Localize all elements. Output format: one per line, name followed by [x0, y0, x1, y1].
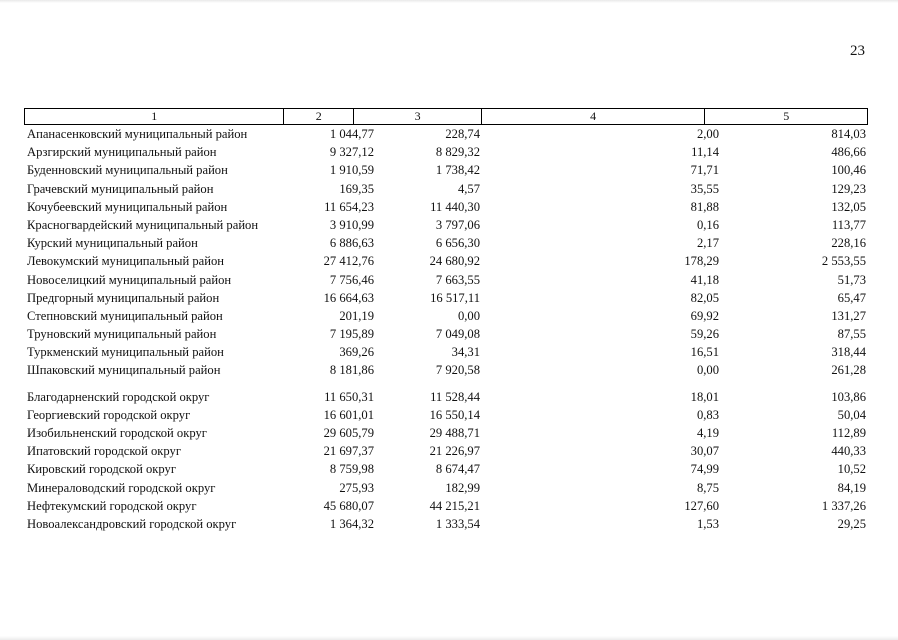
district-name-cell: Георгиевский городской округ — [27, 407, 191, 422]
column-header-1: 1 — [25, 109, 284, 124]
value-cell-col3: 44 215,21 — [429, 498, 480, 513]
district-name-cell: Степновский муниципальный район — [27, 308, 223, 323]
district-name-cell: Туркменский муниципальный район — [27, 345, 224, 360]
value-cell-col5: 50,04 — [837, 407, 866, 422]
table-row — [24, 497, 868, 515]
value-cell-col5: 103,86 — [831, 389, 866, 404]
value-cell-col4: 35,55 — [690, 181, 719, 196]
column-header-4: 4 — [482, 109, 705, 124]
value-cell-col5: 29,25 — [837, 516, 866, 531]
value-cell-col5: 132,05 — [831, 199, 866, 214]
table-row — [24, 180, 868, 198]
value-cell-col4: 30,07 — [690, 444, 719, 459]
value-cell-col3: 8 829,32 — [435, 145, 480, 160]
value-cell-col3: 8 674,47 — [435, 462, 480, 477]
value-cell-col4: 1,53 — [696, 516, 719, 531]
value-cell-col2: 45 680,07 — [323, 498, 374, 513]
table-row — [24, 460, 868, 478]
value-cell-col4: 178,29 — [684, 254, 719, 269]
value-cell-col3: 16 550,14 — [429, 407, 480, 422]
value-cell-col4: 2,00 — [696, 127, 719, 141]
column-header-3: 3 — [354, 109, 482, 124]
value-cell-col3: 228,74 — [445, 127, 480, 141]
value-cell-col5: 131,27 — [831, 308, 866, 323]
district-name-cell: Левокумский муниципальный район — [27, 254, 225, 269]
value-cell-col3: 34,31 — [451, 345, 480, 360]
value-cell-col4: 0,83 — [696, 407, 719, 422]
value-cell-col2: 1 044,77 — [329, 127, 374, 141]
page-number — [850, 43, 865, 60]
value-cell-col3: 1 333,54 — [435, 516, 480, 531]
value-cell-col2: 9 327,12 — [329, 145, 374, 160]
value-cell-col2: 8 759,98 — [329, 462, 374, 477]
value-cell-col4: 0,16 — [696, 217, 719, 232]
table-row — [24, 406, 868, 424]
district-name-cell: Изобильненский городской округ — [27, 426, 207, 440]
district-name-cell: Буденновский муниципальный район — [27, 163, 228, 178]
value-cell-col2: 201,19 — [339, 308, 374, 323]
district-name-cell: Кочубеевский муниципальный район — [27, 199, 228, 214]
value-cell-col2: 369,26 — [339, 345, 374, 360]
value-cell-col4: 41,18 — [690, 272, 719, 287]
table-row — [24, 325, 868, 343]
district-name-cell: Апанасенковский муниципальный район — [27, 127, 248, 141]
scan-edge-bottom — [0, 636, 898, 640]
district-name-cell: Шпаковский муниципальный район — [27, 363, 221, 378]
value-cell-col4: 16,51 — [690, 345, 719, 360]
district-name-cell: Новоселицкий муниципальный район — [27, 272, 232, 287]
value-cell-col4: 11,14 — [691, 145, 719, 160]
value-cell-col2: 29 605,79 — [323, 426, 374, 440]
value-cell-col3: 11 440,30 — [430, 199, 480, 214]
district-name-cell: Арзгирский муниципальный район — [27, 145, 217, 160]
value-cell-col4: 59,26 — [690, 327, 719, 342]
value-cell-col5: 65,47 — [837, 290, 866, 305]
value-cell-col3: 1 738,42 — [435, 163, 480, 178]
value-cell-col2: 275,93 — [339, 480, 374, 495]
value-cell-col2: 8 181,86 — [329, 363, 374, 378]
value-cell-col4: 74,99 — [690, 462, 719, 477]
value-cell-col5: 228,16 — [831, 236, 866, 251]
district-name-cell: Ипатовский городской округ — [27, 444, 181, 459]
value-cell-col4: 18,01 — [690, 389, 719, 404]
value-cell-col5: 318,44 — [831, 345, 866, 360]
table-row — [24, 361, 868, 379]
table-row — [24, 343, 868, 361]
table-row — [24, 252, 868, 270]
value-cell-col3: 6 656,30 — [435, 236, 480, 251]
table-row — [24, 289, 868, 307]
value-cell-col5: 440,33 — [831, 444, 866, 459]
column-header-2: 2 — [284, 109, 354, 124]
value-cell-col3: 21 226,97 — [429, 444, 480, 459]
value-cell-col2: 21 697,37 — [323, 444, 374, 459]
value-cell-col4: 4,19 — [696, 426, 719, 440]
value-cell-col4: 69,92 — [690, 308, 719, 323]
value-cell-col2: 27 412,76 — [323, 254, 374, 269]
value-cell-col4: 71,71 — [690, 163, 719, 178]
value-cell-col5: 51,73 — [837, 272, 866, 287]
value-cell-col3: 7 049,08 — [435, 327, 480, 342]
district-name-cell: Минераловодский городской округ — [27, 480, 216, 495]
column-header-5: 5 — [783, 109, 790, 123]
value-cell-col4: 127,60 — [684, 498, 719, 513]
district-name-cell: Курский муниципальный район — [27, 236, 198, 251]
district-name-cell: Благодарненский городской округ — [27, 389, 210, 404]
value-cell-col2: 1 910,59 — [329, 163, 374, 178]
value-cell-col3: 182,99 — [445, 480, 480, 495]
district-name-cell: Кировский городской округ — [27, 462, 176, 477]
value-cell-col5: 112,89 — [831, 426, 866, 440]
table-row — [24, 143, 868, 161]
value-cell-col3: 4,57 — [457, 181, 480, 196]
table-row — [24, 307, 868, 325]
value-cell-col5: 10,52 — [837, 462, 866, 477]
value-cell-col5: 261,28 — [831, 363, 866, 378]
municipal-districts-group — [24, 125, 868, 380]
table-row — [24, 198, 868, 216]
table-row — [24, 234, 868, 252]
value-cell-col4: 81,88 — [690, 199, 719, 214]
table-row — [24, 125, 868, 143]
table-row — [24, 442, 868, 460]
value-cell-col5: 814,03 — [831, 127, 866, 141]
value-cell-col4: 8,75 — [696, 480, 719, 495]
value-cell-col2: 11 654,23 — [324, 199, 374, 214]
value-cell-col5: 1 337,26 — [821, 498, 866, 513]
value-cell-col3: 29 488,71 — [429, 426, 480, 440]
value-cell-col2: 3 910,99 — [329, 217, 374, 232]
value-cell-col3: 16 517,11 — [430, 290, 480, 305]
district-name-cell: Труновский муниципальный район — [27, 327, 217, 342]
value-cell-col3: 3 797,06 — [435, 217, 480, 232]
value-cell-col2: 169,35 — [339, 181, 374, 196]
table-row — [24, 424, 868, 442]
table-row — [24, 271, 868, 289]
value-cell-col2: 16 601,01 — [323, 407, 374, 422]
value-cell-col3: 7 920,58 — [435, 363, 480, 378]
table-row — [24, 388, 868, 406]
value-cell-col5: 113,77 — [831, 217, 866, 232]
value-cell-col5: 100,46 — [831, 163, 866, 178]
value-cell-col5: 129,23 — [831, 181, 866, 196]
value-cell-col4: 2,17 — [696, 236, 719, 251]
value-cell-col3: 7 663,55 — [435, 272, 480, 287]
group-spacer — [24, 380, 868, 388]
value-cell-col2: 7 756,46 — [329, 272, 374, 287]
value-cell-col3: 24 680,92 — [429, 254, 480, 269]
district-name-cell: Нефтекумский городской округ — [27, 498, 197, 513]
value-cell-col5: 84,19 — [837, 480, 866, 495]
page-number-text: 23 — [850, 43, 865, 59]
value-cell-col2: 7 195,89 — [329, 327, 374, 342]
table-column-header-row — [24, 108, 868, 125]
value-cell-col3: 0,00 — [457, 308, 480, 323]
scan-edge-top — [0, 0, 898, 3]
district-name-cell: Грачевский муниципальный район — [27, 181, 214, 196]
table-row — [24, 216, 868, 234]
value-cell-col2: 6 886,63 — [329, 236, 374, 251]
urban-districts-group — [24, 388, 868, 534]
table-row — [24, 161, 868, 179]
table-row — [24, 479, 868, 497]
value-cell-col3: 11 528,44 — [430, 389, 480, 404]
value-cell-col4: 0,00 — [696, 363, 719, 378]
table-row — [24, 515, 868, 533]
table-body — [24, 125, 868, 533]
value-cell-col2: 1 364,32 — [329, 516, 374, 531]
value-cell-col2: 11 650,31 — [324, 389, 374, 404]
value-cell-col5: 87,55 — [837, 327, 866, 342]
value-cell-col5: 486,66 — [831, 145, 866, 160]
value-cell-col5: 2 553,55 — [821, 254, 866, 269]
district-name-cell: Новоалександровский городской округ — [27, 516, 237, 531]
value-cell-col4: 82,05 — [690, 290, 719, 305]
district-name-cell: Предгорный муниципальный район — [27, 290, 220, 305]
value-cell-col2: 16 664,63 — [323, 290, 374, 305]
district-name-cell: Красногвардейский муниципальный район — [27, 217, 259, 232]
